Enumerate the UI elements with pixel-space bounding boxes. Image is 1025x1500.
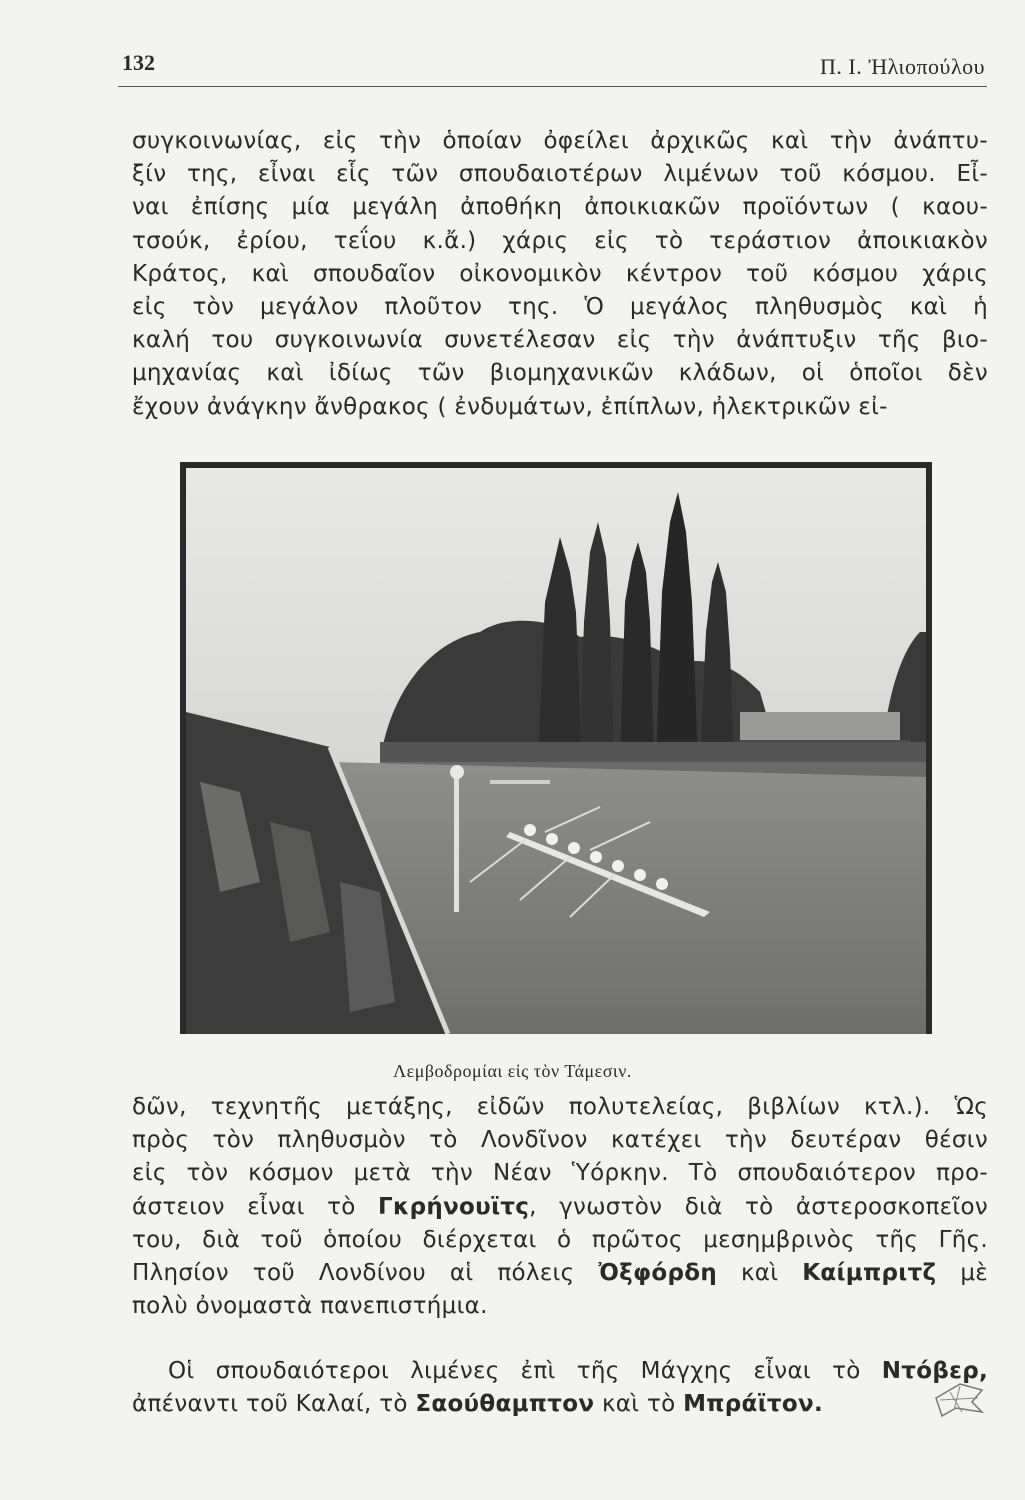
paragraph-3	[132, 1355, 988, 1421]
text-run: , γνωστὸν διὰ τὸ ἀστεροσκοπεῖον	[529, 1193, 988, 1220]
text-line: δῶν, τεχνητῆς μετάξης, εἰδῶν πολυτελείας, βιβλίων κτλ.). Ὡς	[132, 1094, 988, 1120]
text-line: του, διὰ τοῦ ὁποίου διέρχεται ὁ πρῶτος μεσημβρινὸς τῆς Γῆς.	[132, 1226, 988, 1253]
text-run: Πλησίον τοῦ Λονδίνου αἱ πόλεις	[132, 1260, 599, 1287]
text-line: εἰς τὸν μεγάλον πλοῦτον της. Ὁ μεγάλος πληθυσμὸς καὶ ἡ	[132, 294, 988, 321]
text-line: καλή του συγκοινωνία συνετέλεσαν εἰς τὴν ἀνάπτυξιν τῆς βιο-	[132, 327, 988, 354]
text-run: ἀπέναντι τοῦ Καλαί, τὸ	[132, 1391, 416, 1418]
place-name-greenwich: Γκρήνουϊτς	[378, 1193, 530, 1220]
place-name-oxford: Ὀξφόρδη	[598, 1260, 718, 1287]
text-line: ναι ἐπίσης μία μεγάλη ἀποθήκη ἀποικιακῶν προϊόντων ( καου-	[132, 194, 988, 221]
place-name-brighton: Μπράϊτον.	[683, 1391, 824, 1418]
text-run: Οἱ σπουδαιότεροι λιμένες ἐπὶ τῆς Μάγχης εἶναι τὸ	[168, 1358, 882, 1384]
page-number: 132	[122, 50, 155, 75]
text-line: ἔχουν ἀνάγκην ἄνθρακος ( ἐνδυμάτων, ἐπίπλων, ἠλεκτρικῶν εἰ-	[132, 393, 888, 420]
rowing-photograph	[180, 462, 932, 1034]
stamp-mark-icon	[932, 1378, 986, 1418]
text-line: εἰς τὸν κόσμον μετὰ τὴν Νέαν Ὑόρκην. Τὸ σπουδαιότερον προ-	[132, 1160, 988, 1187]
text-line	[132, 1355, 988, 1388]
place-name-cambridge: Καίμπριτζ	[802, 1260, 937, 1287]
text-line	[132, 1257, 988, 1290]
photo-illustration	[180, 462, 932, 1034]
text-run: άστειον εἶναι τὸ	[132, 1193, 379, 1220]
text-line	[132, 1191, 988, 1224]
text-line: μηχανίας καὶ ἰδίως τῶν βιομηχανικῶν κλάδων, οἱ ὁποῖοι δὲν	[132, 360, 988, 387]
text-run: καὶ	[717, 1260, 803, 1287]
text-line	[132, 1388, 988, 1421]
paragraph-2	[132, 1091, 988, 1323]
place-name-dover: Ντόβερ,	[881, 1358, 988, 1384]
text-line: Κράτος, καὶ σπουδαῖον οἰκονομικὸν κέντρον τοῦ κόσμου χάρις	[132, 260, 988, 287]
figure-caption: Λεμβοδρομίαι εἰς τὸν Τάμεσιν.	[393, 1061, 632, 1081]
text-line: συγκοινωνίας, εἰς τὴν ὁποίαν ὀφείλει ἀρχικῶς καὶ τὴν ἀνάπτυ-	[132, 128, 988, 154]
text-line: πολὺ ὀνομαστὰ πανεπιστήμια.	[132, 1293, 488, 1320]
text-run: μὲ	[936, 1260, 988, 1287]
text-line: τσούκ, ἐρίου, τεΐου κ.ἄ.) χάρις εἰς τὸ τεράστιον ἀποικιακὸν	[132, 227, 988, 254]
text-run: καὶ τὸ	[594, 1391, 684, 1418]
header-rule	[118, 86, 987, 87]
place-name-southampton: Σαούθαμπτον	[415, 1391, 595, 1418]
running-head: Π. Ι. Ἠλιοπούλου	[820, 54, 985, 79]
paragraph-1	[132, 125, 988, 424]
text-line: ξίν της, εἶναι εἷς τῶν σπουδαιοτέρων λιμένων τοῦ κόσμου. Εἶ-	[132, 161, 988, 188]
text-line: πρὸς τὸν πληθυσμὸν τὸ Λονδῖνον κατέχει τὴν δευτέραν θέσιν	[132, 1127, 988, 1154]
